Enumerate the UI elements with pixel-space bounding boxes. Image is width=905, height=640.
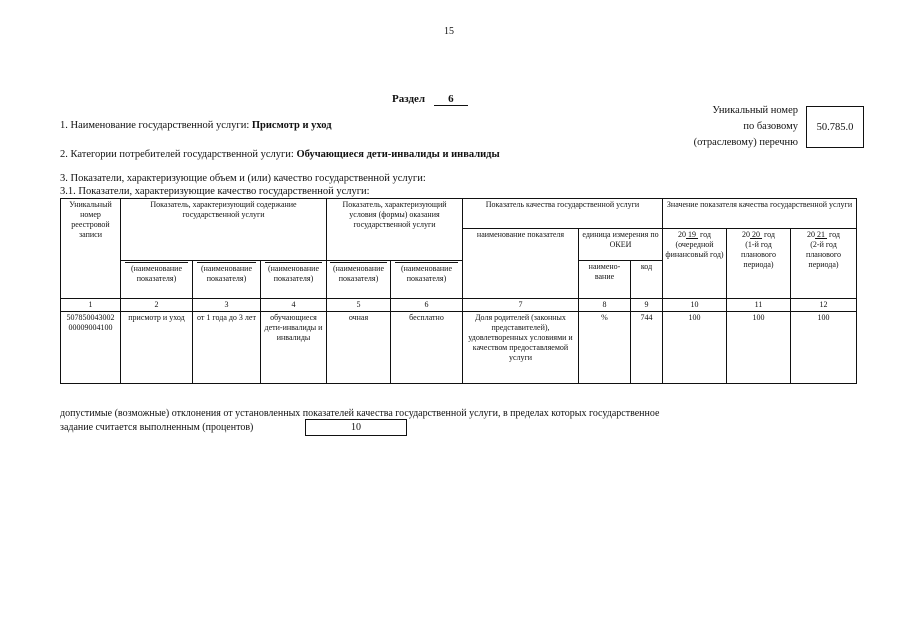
deviation-line1: допустимые (возможные) отклонения от установленных показателей качества государственной услуги, в пределах которых государственное — [60, 408, 660, 419]
unique-number-box: 50.785.0 — [806, 106, 864, 148]
quality-title: 3.1. Показатели, характеризующие качество государственной услуги: — [60, 186, 370, 197]
unique-number-line1: Уникальный номер — [712, 105, 798, 116]
header-content: Показатель, характеризующий содержание государственной услуги — [121, 199, 327, 261]
header-registry: Уникальный номер реестровой записи — [61, 199, 121, 299]
year-3-note: (2-й год планового периода) — [806, 240, 841, 269]
section-number: 6 — [434, 93, 468, 106]
cell-registry: 507850043002 00009004100 — [61, 312, 121, 384]
page-number: 15 — [444, 26, 454, 37]
service-name-prefix: 1. Наименование государственной услуги: — [60, 120, 250, 131]
cell-year-3: 100 — [791, 312, 857, 384]
header-sub-4: (наименование показателя) — [261, 261, 327, 299]
quality-table — [60, 198, 857, 384]
cell-unit-name: % — [579, 312, 631, 384]
header-year-1: 20 19 год (очередной финансовый год) — [663, 229, 727, 299]
section-heading — [392, 93, 468, 106]
header-sub-6: (наименование показателя) — [391, 261, 463, 299]
header-sub-3: (наименование показателя) — [193, 261, 261, 299]
cell-content-2: от 1 года до 3 лет — [193, 312, 261, 384]
header-year-3: 20 21 год (2-й год планового периода) — [791, 229, 857, 299]
cell-year-2: 100 — [727, 312, 791, 384]
service-name-value: Присмотр и уход — [251, 120, 332, 131]
unique-number-line2: по базовому — [743, 121, 798, 132]
cell-year-1: 100 — [663, 312, 727, 384]
indicators-title: 3. Показатели, характеризующие объем и (или) качество государственной услуги: — [60, 173, 426, 184]
year-1-note: (очередной финансовый год) — [665, 240, 724, 259]
header-year-2: 20 20 год (1-й год планового периода) — [727, 229, 791, 299]
cell-indicator-name: Доля родителей (законных представителей), удовлетворенных условиями и качеством предоставляемой услуги — [463, 312, 579, 384]
deviation-text — [60, 407, 780, 435]
deviation-percent-box: 10 — [305, 419, 407, 436]
unique-number-label — [694, 103, 798, 151]
header-value: Значение показателя качества государственной услуги — [663, 199, 857, 229]
header-conditions: Показатель, характеризующий условия (формы) оказания государственной услуги — [327, 199, 463, 261]
header-indicator-name: наименование показателя — [463, 229, 579, 299]
column-numbers-row: 1 2 3 4 5 6 7 8 9 10 11 12 — [61, 299, 857, 312]
header-quality: Показатель качества государственной услуги — [463, 199, 663, 229]
cell-condition-2: бесплатно — [391, 312, 463, 384]
header-unit-name: наимено-вание — [579, 261, 631, 299]
cell-condition-1: очная — [327, 312, 391, 384]
cell-content-3: обучающиеся дети-инвалиды и инвалиды — [261, 312, 327, 384]
cell-content-1: присмотр и уход — [121, 312, 193, 384]
header-unit-code: код — [631, 261, 663, 299]
year-2-note: (1-й год планового периода) — [741, 240, 776, 269]
service-name-line — [60, 120, 332, 131]
categories-prefix: 2. Категории потребителей государственной услуги: — [60, 149, 294, 160]
categories-value: Обучающиеся дети-инвалиды и инвалиды — [296, 149, 500, 160]
cell-unit-code: 744 — [631, 312, 663, 384]
categories-line — [60, 149, 500, 160]
unique-number-line3: (отраслевому) перечню — [693, 137, 798, 148]
deviation-line2: задание считается выполненным (процентов) — [60, 422, 254, 433]
header-unit: единица измерения по ОКЕИ — [579, 229, 663, 261]
header-sub-2: (наименование показателя) — [121, 261, 193, 299]
section-label: Раздел — [392, 93, 426, 105]
table-row — [61, 312, 857, 384]
header-sub-5: (наименование показателя) — [327, 261, 391, 299]
